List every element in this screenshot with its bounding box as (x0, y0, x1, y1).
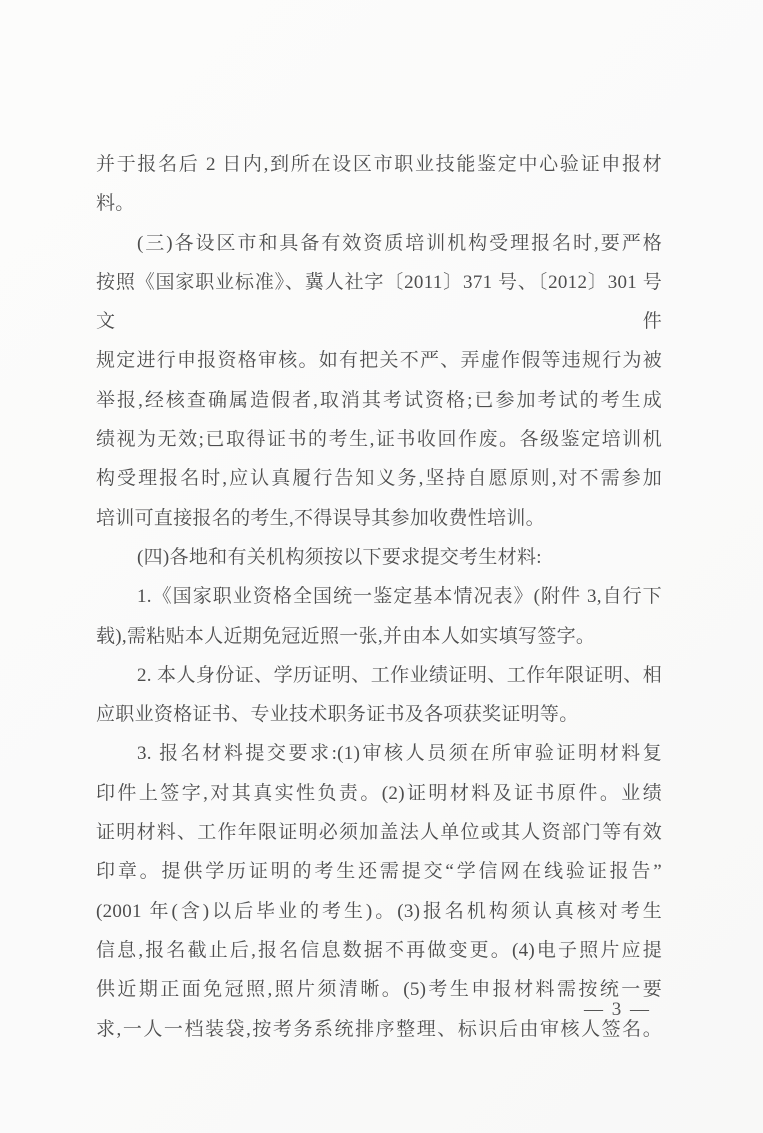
text-line: (三)各设区市和具备有效资质培训机构受理报名时,要严格 (137, 232, 662, 254)
text-line: 信息,报名截止后,报名信息数据不再做变更。(4)电子照片应提 (96, 939, 662, 961)
text-line: 3. 报名材料提交要求:(1)审核人员须在所审验证明材料复 (137, 743, 662, 765)
text-line: (2001 年(含)以后毕业的考生)。(3)报名机构须认真核对考生 (96, 900, 662, 922)
text-line: 培训可直接报名的考生,不得误导其参加收费性培训。 (96, 507, 545, 529)
text-line: 载),需粘贴本人近期免冠近照一张,并由本人如实填写签字。 (96, 625, 596, 647)
text-line: 按照《国家职业标准》、冀人社字〔2011〕371 号、〔2012〕301 号文件 (96, 271, 662, 333)
text-line: 印章。提供学历证明的考生还需提交“学信网在线验证报告” (96, 861, 662, 883)
text-line: 料。 (96, 193, 135, 215)
text-line: 应职业资格证书、专业技术职务证书及各项获奖证明等。 (96, 704, 579, 726)
text-line: 绩视为无效;已取得证书的考生,证书收回作废。各级鉴定培训机 (96, 429, 662, 451)
text-line: 供近期正面免冠照,照片须清晰。(5)考生申报材料需按统一要 (96, 979, 662, 1001)
document-body (96, 145, 662, 1049)
text-line: 求,一人一档装袋,按考务系统排序整理、标识后由审核人签名。 (96, 1018, 662, 1040)
text-line: 并于报名后 2 日内,到所在设区市职业技能鉴定中心验证申报材 (96, 154, 662, 175)
text-line: 印件上签字,对其真实性负责。(2)证明材料及证书原件。业绩 (96, 782, 662, 804)
page-number: — 3 — (584, 999, 651, 1020)
text-line: 2. 本人身份证、学历证明、工作业绩证明、工作年限证明、相 (137, 664, 662, 686)
text-line: 规定进行申报资格审核。如有把关不严、弄虚作假等违规行为被 (96, 350, 662, 372)
text-line: (四)各地和有关机构须按以下要求提交考生材料: (137, 546, 542, 568)
text-line: 举报,经核查确属造假者,取消其考试资格;已参加考试的考生成 (96, 389, 662, 411)
text-line: 1.《国家职业资格全国统一鉴定基本情况表》(附件 3,自行下 (137, 586, 662, 608)
text-line: 构受理报名时,应认真履行告知义务,坚持自愿原则,对不需参加 (96, 468, 662, 490)
text-line: 证明材料、工作年限证明必须加盖法人单位或其人资部门等有效 (96, 822, 662, 844)
